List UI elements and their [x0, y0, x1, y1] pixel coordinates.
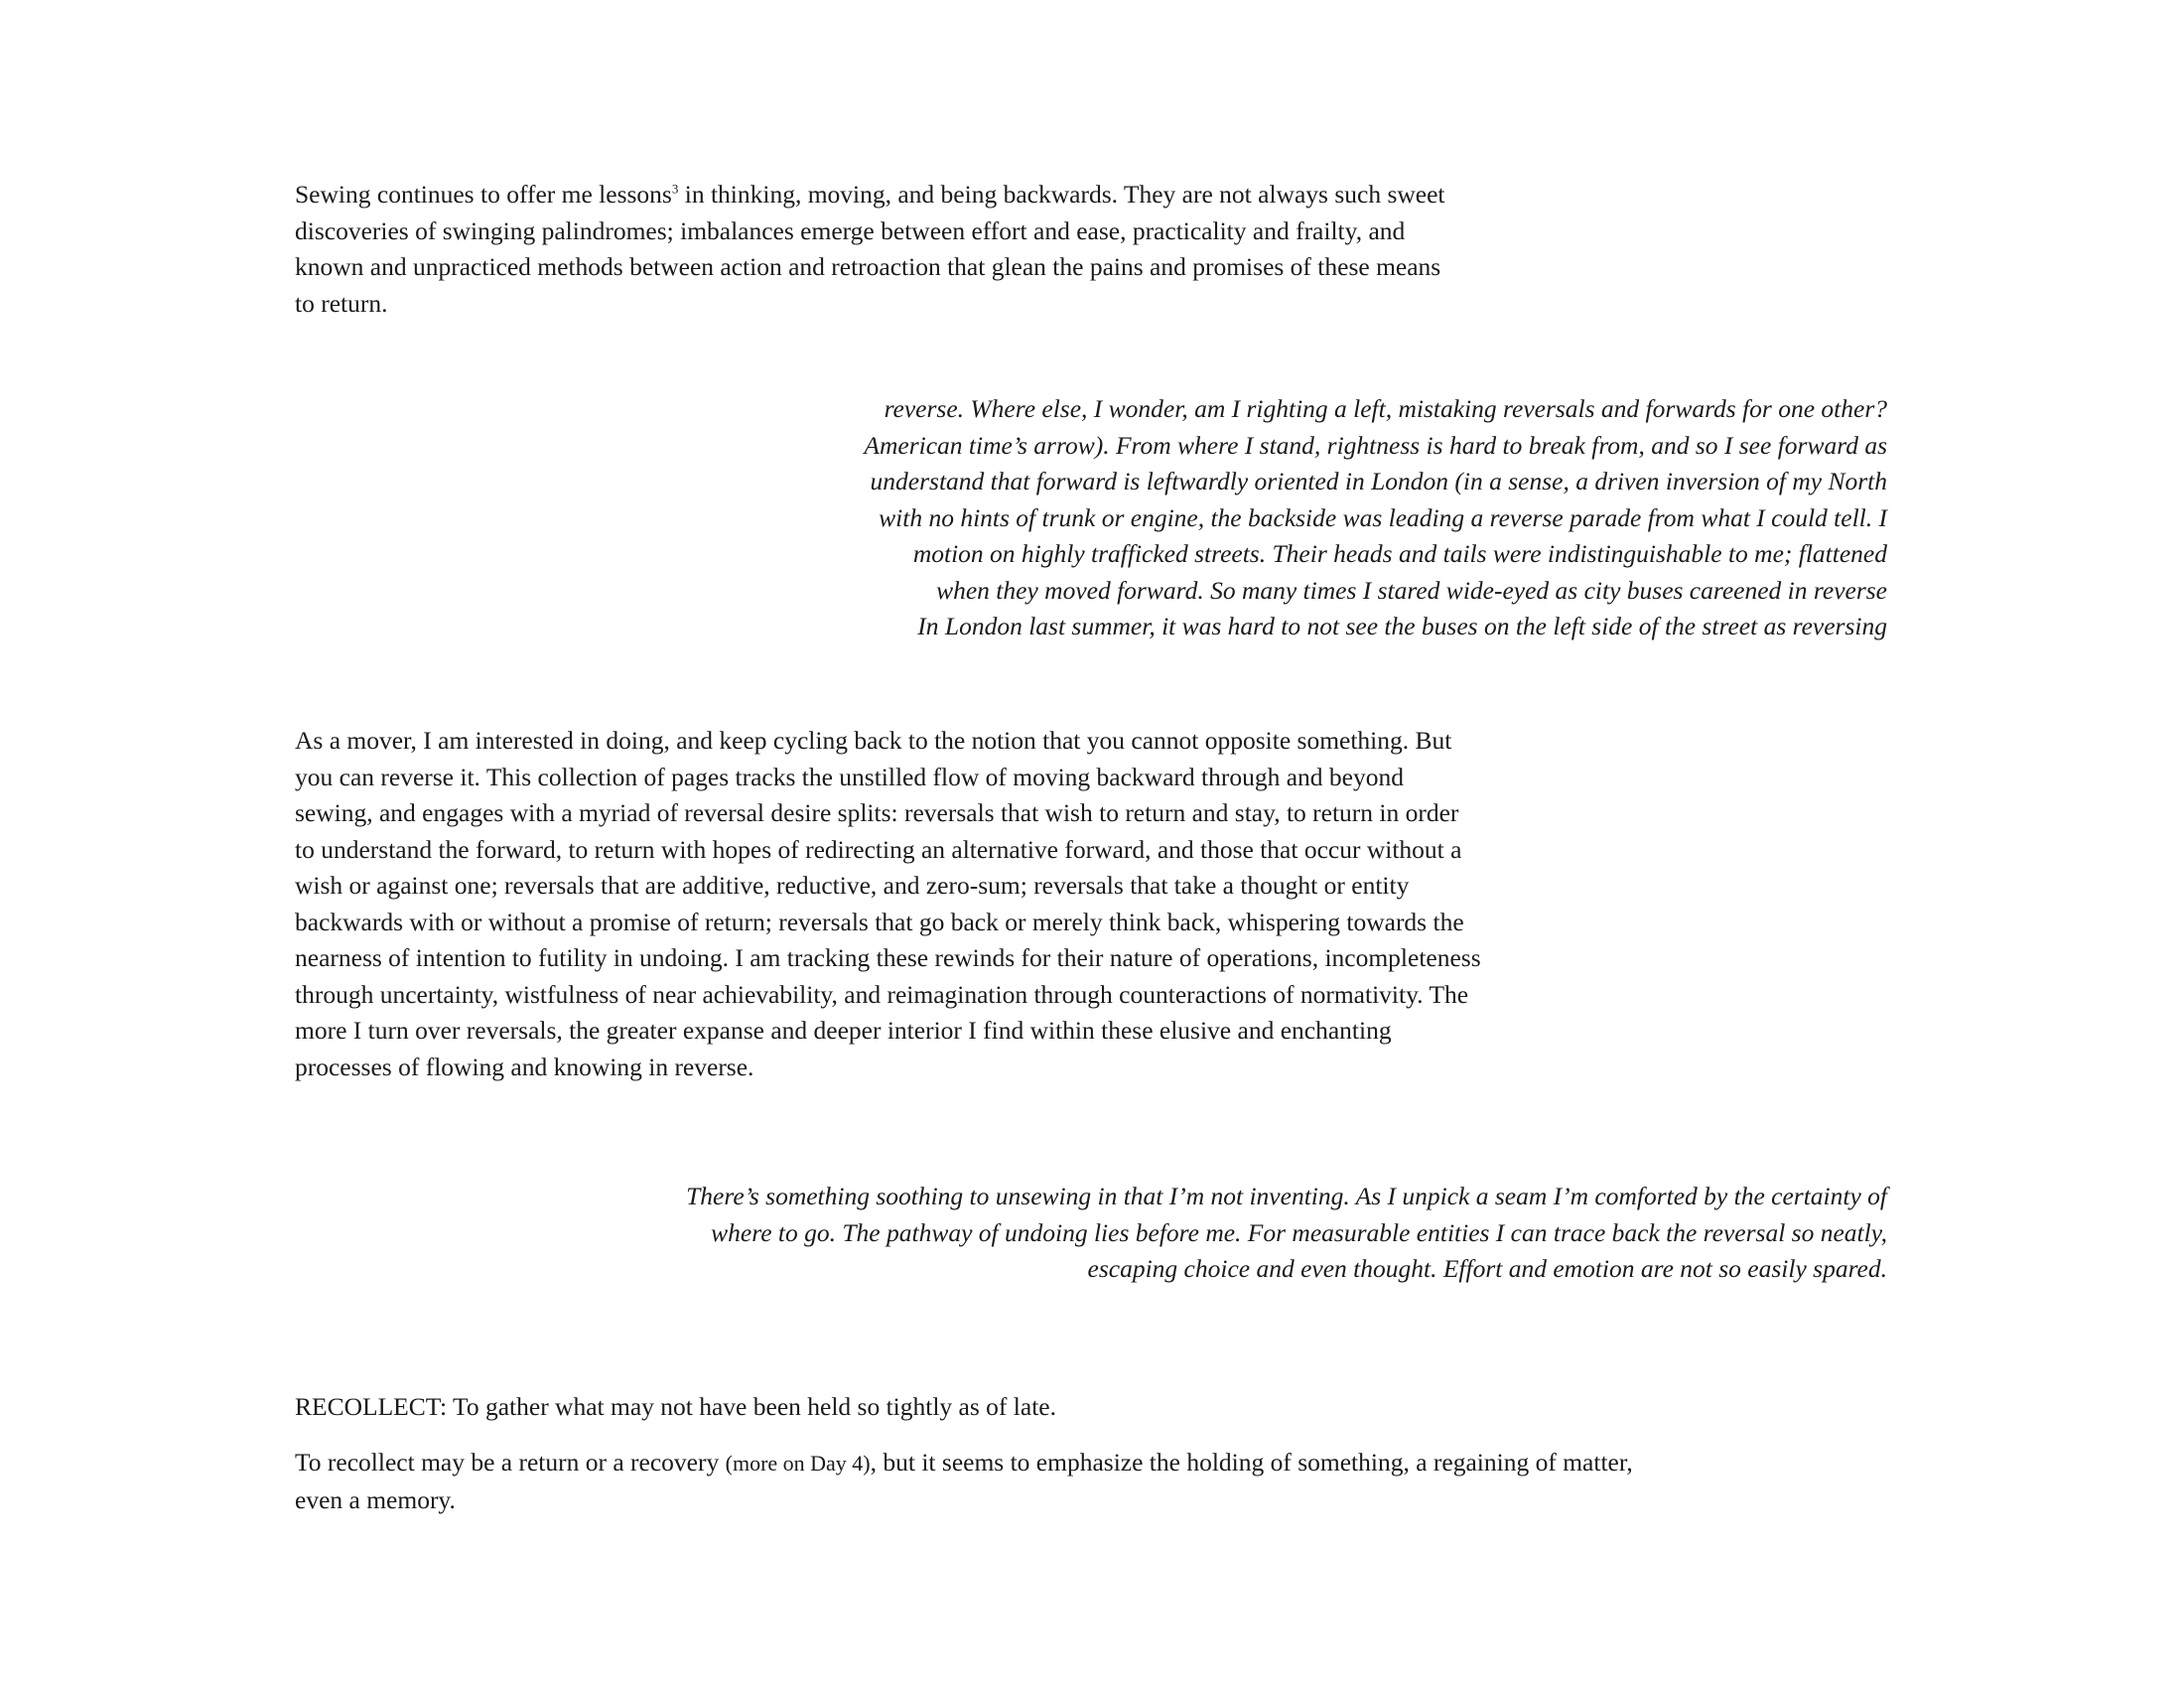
- recollect-note-line-2: even a memory.: [295, 1484, 456, 1514]
- unsewing-line: There’s something soothing to unsewing in that I’m not inventing. As I unpick a seam I’m comforted by the certainty of: [686, 1182, 1887, 1210]
- london-buses-passage: [398, 391, 1887, 645]
- recollect-note: [295, 1445, 1982, 1518]
- mover-line: to understand the forward, to return with hopes of redirecting an alternative forward, and those that occur without a: [295, 834, 1462, 864]
- london-line: with no hints of trunk or engine, the backside was leading a reverse parade from what I could tell. I: [879, 502, 1887, 532]
- intro-paragraph: [295, 177, 1784, 322]
- mover-line: more I turn over reversals, the greater expanse and deeper interior I find within these elusive and enchanting: [295, 1016, 1392, 1045]
- intro-line-4: to return.: [295, 288, 388, 318]
- london-line: understand that forward is leftwardly oriented in London (in a sense, a driven inversion of my North: [870, 467, 1887, 495]
- london-line: reverse. Where else, I wonder, am I righting a left, mistaking reversals and forwards for one other?: [884, 394, 1887, 423]
- london-line: motion on highly trafficked streets. Their heads and tails were indistinguishable to me; flattened: [912, 539, 1887, 568]
- mover-line: backwards with or without a promise of return; reversals that go back or merely think back, whispering towards the: [295, 907, 1464, 936]
- footnote-marker: 3: [671, 181, 679, 197]
- london-line: when they moved forward. So many times I stared wide-eyed as city buses careened in reverse: [936, 575, 1887, 605]
- mover-line: nearness of intention to futility in undoing. I am tracking these rewinds for their nature of operations, incompleteness: [295, 943, 1481, 972]
- mover-line: As a mover, I am interested in doing, and keep cycling back to the notion that you cannot opposite something. But: [295, 726, 1452, 755]
- recollect-definition: RECOLLECT: To gather what may not have been held so tightly as of late.: [295, 1392, 1056, 1421]
- mover-line: you can reverse it. This collection of pages tracks the unstilled flow of moving backward through and beyond: [295, 762, 1404, 791]
- london-line: In London last summer, it was hard to not see the buses on the left side of the street as reversing: [917, 612, 1887, 640]
- unsewing-line: where to go. The pathway of undoing lies before me. For measurable entities I can trace back the reversal so neatly,: [711, 1217, 1887, 1247]
- recollect-note-line-1: To recollect may be a return or a recovery (more on Day 4), but it seems to emphasize the holding of something, a regaining of matter,: [295, 1448, 1633, 1477]
- unsewing-passage: [299, 1179, 1887, 1288]
- mover-line: wish or against one; reversals that are additive, reductive, and zero-sum; reversals that take a thought or entity: [295, 871, 1410, 900]
- intro-line-1: Sewing continues to offer me lessons$^3$ in thinking, moving, and being backwards. They are not always such sweet: [295, 180, 1445, 209]
- london-line: American time’s arrow). From where I stand, rightness is hard to break from, and so I see forward as: [864, 430, 1887, 460]
- mover-paragraph: [295, 723, 1784, 1085]
- mover-line: sewing, and engages with a myriad of reversal desire splits: reversals that wish to return and stay, to return in order: [295, 798, 1459, 827]
- intro-line-2: discoveries of swinging palindromes; imbalances emerge between effort and ease, practicality and frailty, and: [295, 215, 1406, 245]
- unsewing-line: escaping choice and even thought. Effort and emotion are not so easily spared.: [1087, 1254, 1887, 1283]
- mover-line: through uncertainty, wistfulness of near achievability, and reimagination through counteractions of normativity. The: [295, 979, 1469, 1009]
- mover-line: processes of flowing and knowing in reverse.: [295, 1052, 754, 1081]
- day-4-reference: (more on Day 4): [725, 1451, 871, 1476]
- intro-line-3: known and unpracticed methods between action and retroaction that glean the pains and promises of these means: [295, 252, 1441, 281]
